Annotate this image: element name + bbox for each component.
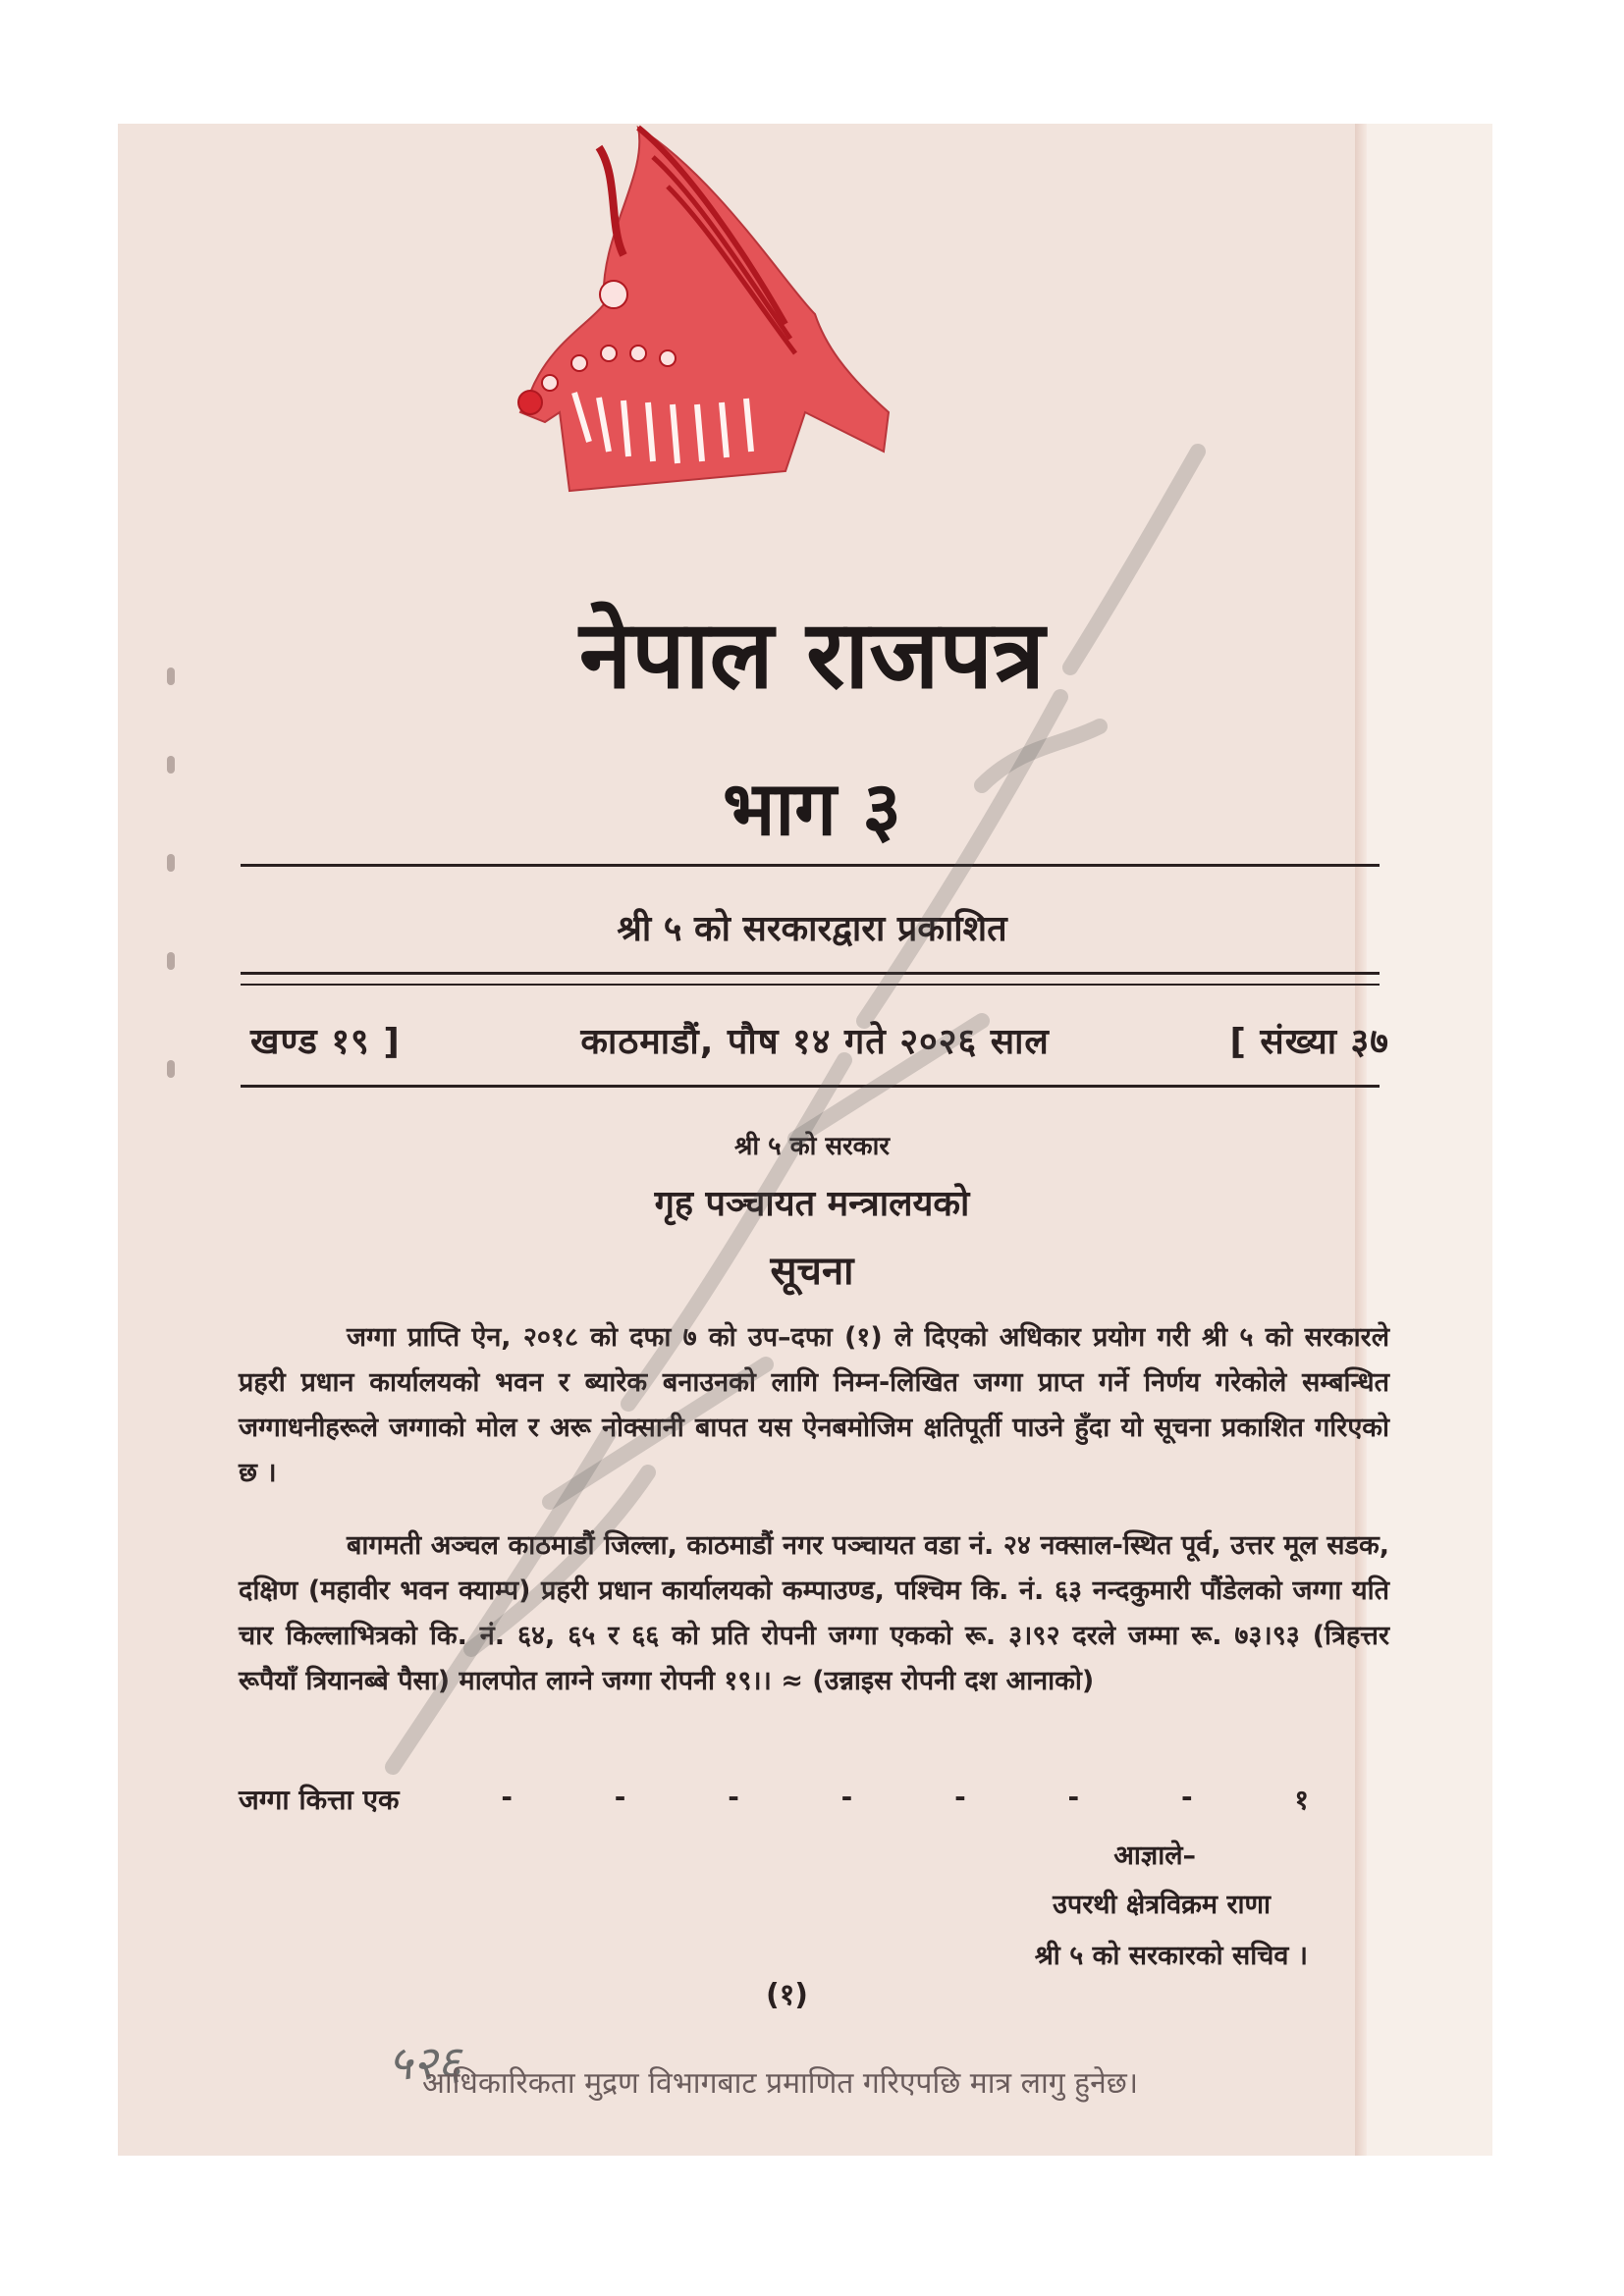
dash: - [614, 1781, 626, 1813]
notice-heading: सूचना [770, 1249, 854, 1294]
government-heading: श्री ५ को सरकार [733, 1132, 891, 1161]
page-number: (१) [766, 1978, 809, 2012]
handwritten-number: ५२६ [388, 2036, 461, 2091]
certification-stamp: आधिकारिकता मुद्रण विभागबाट प्रमाणित गरिएपछि मात्र लागु हुनेछ। [422, 2066, 1139, 2101]
gazette-part: भाग ३ [723, 765, 901, 852]
binding-holes [163, 667, 183, 1119]
dash: - [1067, 1781, 1080, 1813]
diagonal-watermark [353, 373, 1237, 1845]
issue-number: [ संख्या ३७ [1229, 1022, 1389, 1062]
volume-number: खण्ड १९ ] [250, 1022, 401, 1062]
signatory-title: श्री ५ को सरकारको सचिव । [1034, 1941, 1308, 1971]
dash: - [954, 1781, 966, 1813]
dash: - [840, 1781, 853, 1813]
gazette-title: नेपाल राजपत्र [578, 600, 1046, 710]
ministry-heading: गृह पञ्चायत मन्त्रालयको [654, 1184, 970, 1224]
place-date: काठमाडौं, पौष १४ गते २०२६ साल [580, 1022, 1050, 1062]
signatory-name: उपरथी क्षेत्रविक्रम राणा [1053, 1890, 1271, 1920]
publisher-line: श्री ५ को सरकारद्वारा प्रकाशित [617, 909, 1007, 949]
notice-paragraph-2: बागमती अञ्चल काठमाडौं जिल्ला, काठमाडौं नगर पञ्चायत वडा नं. २४ नक्साल-स्थित पूर्व, उत्तर मूल सडक, दक्षिण (महावीर भवन क्याम्प) प्रहरी प्रधान कार्यालयको कम्पाउण्ड, पश्चिम कि. नं. ६३ नन्दकुमारी पौंडेलको जग्गा यति चार किल्लाभित्रको कि. नं. ६४, ६५ र ६६ को प्रति रोपनी जग्गा एकको रू. ३।९२ दरले जम्मा रू. ७३।९३ (त्रिहत्तर रूपैयाँ त्रियानब्बे पैसा) मालपोत लाग्ने जग्गा रोपनी १९।। ≈ (उन्नाइस रोपनी दश आनाको) [239, 1530, 1389, 1696]
notice-paragraph-1: जग्गा प्राप्ति ऐन, २०१८ को दफा ७ को उप–दफा (१) ले दिएको अधिकार प्रयोग गरी श्री ५ को सरकारले प्रहरी प्रधान कार्यालयको भवन र ब्यारेक बनाउनको लागि निम्न-लिखित जग्गा प्राप्त गर्ने निर्णय गरेकोले सम्बन्धित जग्गाधनीहरूले जग्गाको मोल र अरू नोक्सानी बापत यस ऐनबमोजिम क्षतिपूर्ती पाउने हुँदा यो सूचना प्रकाशित गरिएको छ । [239, 1322, 1389, 1488]
signature-order: आज्ञाले– [1113, 1841, 1196, 1871]
land-label: जग्गा कित्ता एक [239, 1784, 400, 1816]
dash: - [728, 1781, 739, 1813]
land-count: १ [1294, 1784, 1309, 1816]
dash: - [1180, 1781, 1193, 1813]
dash: - [501, 1781, 513, 1813]
